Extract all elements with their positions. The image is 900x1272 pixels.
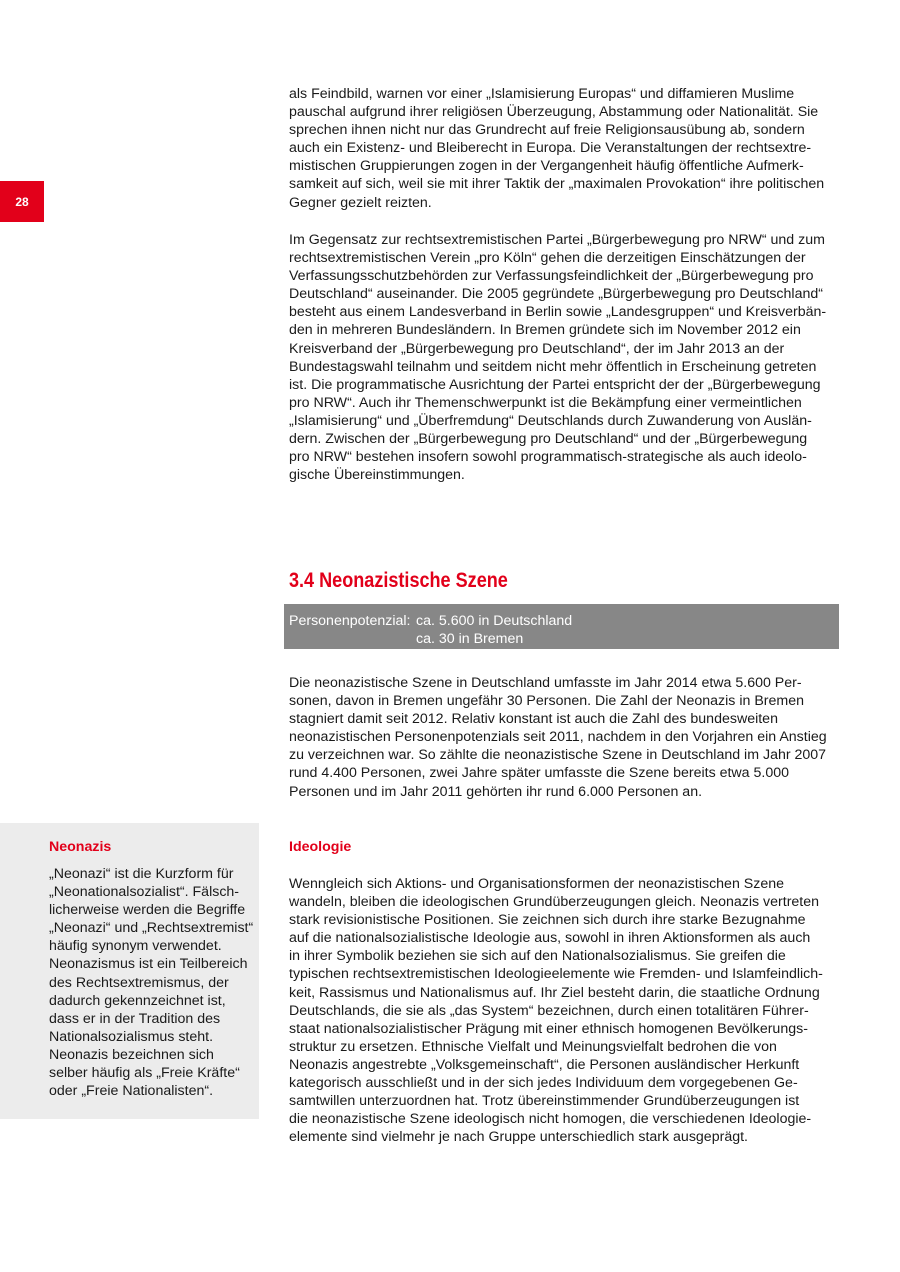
text-line: als Feindbild, warnen vor einer „Islamisierung Europas“ und diffamieren Muslime [289,86,795,102]
text-line: ist. Die programmatische Ausrichtung der Partei entspricht der der „Bürgerbewegung [289,376,821,393]
text-line: pro NRW“. Auch ihr Themenschwerpunkt ist die Bekämpfung einer vermeintlichen [289,394,802,411]
text-line: „Neonazi“ ist die Kurzform für [49,866,234,882]
text-line: rund 4.400 Personen, zwei Jahre später umfasste die Szene bereits etwa 5.000 [289,765,790,782]
text-line: elemente sind vielmehr je nach Gruppe unterschiedlich stark ausgeprägt. [289,1129,748,1146]
text-line: Wenngleich sich Aktions- und Organisationsformen der neonazistischen Szene [289,876,785,892]
text-line: Nationalsozialismus steht. [49,1028,214,1045]
text-line: stark revisionistische Positionen. Sie zeichnen sich durch ihre starke Bezugnahme [289,912,806,929]
text-line: stagniert damit seit 2012. Relativ konstant ist auch die Zahl des bundesweiten [289,711,778,728]
text-line: keit, Rassismus und Nationalismus auf. Ihr Ziel besteht darin, die staatliche Ordnung [289,984,820,1001]
text-line: Verfassungsschutzbehörden zur Verfassungsfeindlichkeit der „Bürgerbewegung pro [289,268,814,285]
intro-paragraph [289,85,849,212]
text-line: neonazistischen Personenpotenzials seit 2011, nachdem in den Vorjahren ein Anstieg [289,729,827,746]
text-line: in ihrer Symbolik beziehen sie sich auf den Nationalsozialismus. Sie greifen die [289,948,786,965]
text-line: mistischen Gruppierungen zogen in der Vergangenheit häufig öffentliche Aufmerk- [289,158,804,175]
text-line: dadurch gekennzeichnet ist, [49,992,226,1009]
potential-label: Personenpotenzial: [289,613,411,629]
text-line: Deutschlands, die sie als „das System“ bezeichnen, durch einen totalitären Führer- [289,1002,809,1019]
text-line: selber häufig als „Freie Kräfte“ [49,1065,240,1082]
text-line: die neonazistische Szene ideologisch nicht homogen, die verschiedenen Ideologie- [289,1111,812,1128]
scene-paragraph [289,674,849,801]
text-line: pauschal aufgrund ihrer religiösen Überzeugung, Abstammung oder Nationalität. Sie [289,104,819,121]
page-number-tab [0,181,44,222]
text-line: Die neonazistische Szene in Deutschland umfasste im Jahr 2014 etwa 5.600 Per- [289,675,802,691]
personenpotenzial-box [284,604,839,649]
text-line: wandeln, bleiben die ideologischen Grundüberzeugungen gleich. Neonazis vertreten [289,894,820,911]
text-line: samkeit auf sich, weil sie mit ihrer Taktik der „maximalen Provokation“ ihre politischen [289,176,825,193]
text-line: dass er in der Tradition des [49,1010,221,1027]
text-line: rechtsextremistischen Verein „pro Köln“ gehen die derzeitigen Einschätzungen der [289,250,806,267]
text-line: besteht aus einem Landesverband in Berlin sowie „Landesgruppen“ und Kreisverbän- [289,304,827,321]
page-number: 28 [15,194,29,209]
text-line: pro NRW“ bestehen insofern sowohl programmatisch-strategische als auch ideolo- [289,449,807,466]
sidebar-heading: Neonazis [49,839,112,855]
text-line: „Neonazi“ und „Rechtsextremist“ [49,920,254,937]
glossary-sidebar [0,823,259,1119]
text-line: Gegner gezielt reizten. [289,194,432,211]
text-line: „Neonationalsozialist“. Fälsch- [49,884,240,901]
text-line: häufig synonym verwendet. [49,938,222,955]
text-line: staat nationalsozialistischer Prägung mit einer ethnisch homogenen Bevölkerungs- [289,1020,808,1037]
text-line: Im Gegensatz zur rechtsextremistischen Partei „Bürgerbewegung pro NRW“ und zum [289,232,825,248]
sidebar-definition [49,865,254,1100]
text-line: auch ein Existenz- und Bleiberecht in Europa. Die Veranstaltungen der rechtsextre- [289,140,812,157]
text-line: auf die nationalsozialistische Ideologie aus, sowohl in ihren Aktionsformen als auch [289,930,811,947]
text-line: gische Übereinstimmungen. [289,467,465,484]
text-line: samtwillen unterzuordnen hat. Trotz übereinstimmender Grundüberzeugungen ist [289,1093,800,1110]
text-line: Neonazis angestrebte „Volksgemeinschaft“, die Personen ausländischer Herkunft [289,1056,800,1073]
text-line: kategorisch ausschließt und in der sich jedes Individuum dem vorgegebenen Ge- [289,1075,798,1092]
section-title: 3.4 Neonazistische Szene [289,569,508,592]
text-line: Bundestagswahl teilnahm und seitdem nicht mehr öffentlich in Erscheinung getreten [289,358,817,375]
text-line: sprechen ihnen nicht nur das Grundrecht auf freie Religionsausübung ab, sondern [289,122,805,139]
text-line: sonen, davon in Bremen ungefähr 30 Personen. Die Zahl der Neonazis in Bremen [289,693,804,710]
text-line: des Rechtsextremismus, der [49,974,229,991]
text-line: Deutschland“ auseinander. Die 2005 gegründete „Bürgerbewegung pro Deutschland“ [289,286,823,303]
text-line: licherweise werden die Begriffe [49,902,246,919]
text-line: zu verzeichnen war. So zählte die neonazistische Szene in Deutschland im Jahr 2007 [289,747,827,764]
ideology-heading: Ideologie [289,839,352,855]
text-line: Neonazis bezeichnen sich [49,1046,214,1063]
text-line: Kreisverband der „Bürgerbewegung pro Deutschland“, der im Jahr 2013 an der [289,340,785,357]
text-line: struktur zu ersetzen. Ethnische Vielfalt und Meinungsvielfalt bedrohen die von [289,1038,777,1055]
text-line: den in mehreren Bundesländern. In Bremen gründete sich im November 2012 ein [289,322,801,339]
text-line: „Islamisierung“ und „Überfremdung“ Deutschlands durch Zuwanderung von Auslän- [289,412,812,429]
text-line: oder „Freie Nationalisten“. [49,1083,214,1100]
text-line: dern. Zwischen der „Bürgerbewegung pro Deutschland“ und der „Bürgerbewegung [289,431,808,448]
potential-germany: ca. 5.600 in Deutschland [416,613,573,629]
text-line: Personen und im Jahr 2011 gehörten ihr rund 6.000 Personen an. [289,783,703,800]
text-line: Neonazismus ist ein Teilbereich [49,956,248,973]
ideology-paragraph [289,875,849,1146]
potential-bremen: ca. 30 in Bremen [416,631,524,647]
pro-deutschland-paragraph [289,231,849,484]
text-line: typischen rechtsextremistischen Ideologieelemente wie Fremden- und Islamfeindlich- [289,966,823,983]
